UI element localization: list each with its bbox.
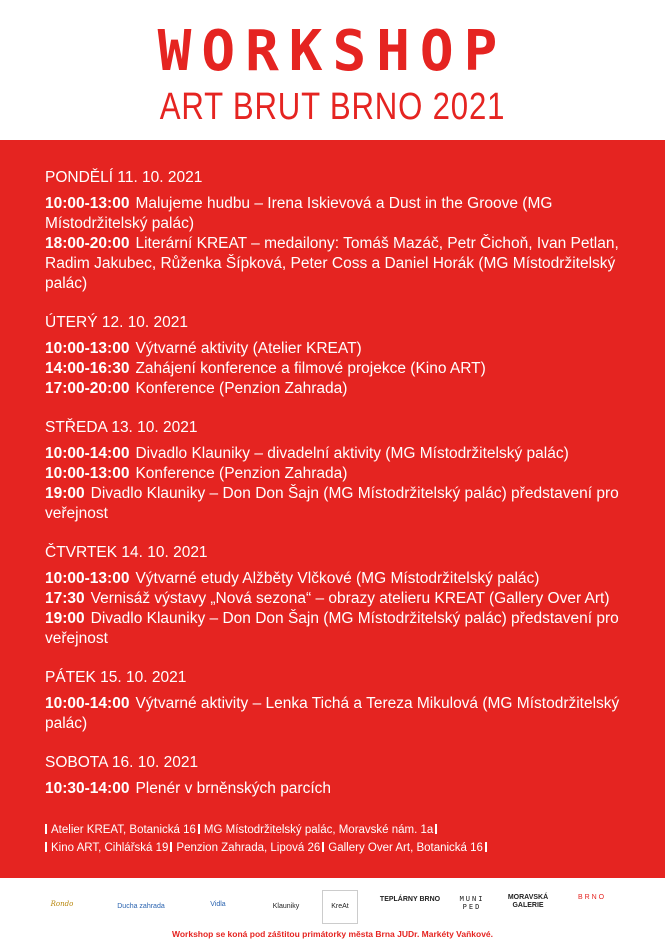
logo-muni-ped: MUNI PED [459,895,485,911]
logo-moravska-galerie: MORAVSKÁ GALERIE [507,894,549,909]
event-description: Malujeme hudbu – Irena Iskievová a Dust in the Groove (MG Místodržitelský palác) [45,195,553,232]
event-description: Divadlo Klauniky – Don Don Šajn (MG Místodržitelský palác) představení pro veřejnost [45,610,619,647]
event-line [45,339,645,359]
event-time: 10:00-13:00 [45,340,130,357]
event-description: Zahájení konference a filmové projekce (Kino ART) [135,360,486,377]
event-line [45,609,645,649]
day-heading: ČTVRTEK 14. 10. 2021 [45,544,208,561]
poster-subtitle: ART BRUT BRNO 2021 [159,86,506,128]
day-heading: PÁTEK 15. 10. 2021 [45,669,187,686]
event-line [45,484,645,524]
event-line [45,444,645,464]
separator-bar [485,842,487,852]
venue-list [45,821,645,857]
patronage-note: Workshop se koná pod záštitou primátorky města Brna JUDr. Markéty Vaňkové. [171,929,494,939]
venue-item: Kino ART, Cihlářská 19 [51,842,169,854]
separator-bar [170,842,172,852]
venue-line [45,821,645,839]
event-line [45,359,645,379]
venue-item: MG Místodržitelský palác, Moravské nám. 1a [203,824,434,836]
event-description: Divadlo Klauniky – Don Don Šajn (MG Místodržitelský palác) představení pro veřejnost [45,485,619,522]
event-time: 10:00-13:00 [45,570,130,587]
event-description: Výtvarné etudy Alžběty Vlčkové (MG Místodržitelský palác) [135,570,540,587]
event-description: Vernisáž výstavy „Nová sezona“ – obrazy atelieru KREAT (Gallery Over Art) [90,590,610,607]
venue-item: Penzion Zahrada, Lipová 26 [176,842,321,854]
separator-bar [322,842,324,852]
logo-kreat: KreAt [322,890,358,924]
program-panel [0,140,665,878]
header [0,0,665,140]
separator-bar [435,824,437,834]
separator-bar [198,824,200,834]
separator-bar [45,824,47,834]
event-description: Literární KREAT – medailony: Tomáš Mazáč, Petr Čichoň, Ivan Petlan, Radim Jakubec, Růženka Šípková, Peter Coss a Daniel Horák (MG Místodržitelský palác) [45,235,619,292]
day-block [45,168,645,294]
event-time: 10:00-13:00 [45,465,130,482]
logo-klauniky: Klauniky [272,903,300,910]
event-description: Konference (Penzion Zahrada) [135,380,348,397]
event-line [45,569,645,589]
day-heading: PONDĚLÍ 11. 10. 2021 [45,169,203,186]
event-line [45,779,645,799]
day-heading: SOBOTA 16. 10. 2021 [45,754,199,771]
day-block [45,543,645,649]
day-block [45,313,645,399]
day-block [45,753,645,799]
partner-logos [0,878,665,926]
logo-rondo: Rondo [50,900,74,908]
event-description: Výtvarné aktivity (Atelier KREAT) [135,340,362,357]
program-days [45,168,645,818]
event-line [45,379,645,399]
day-block [45,418,645,524]
event-time: 18:00-20:00 [45,235,130,252]
event-description: Plenér v brněnských parcích [135,780,332,797]
event-time: 14:00-16:30 [45,360,130,377]
event-line [45,694,645,734]
event-time: 10:30-14:00 [45,780,130,797]
day-heading: STŘEDA 13. 10. 2021 [45,419,198,436]
poster-title: WORKSHOP [157,19,508,84]
event-time: 19:00 [45,485,85,502]
day-block [45,668,645,734]
event-line [45,234,645,294]
event-time: 10:00-14:00 [45,445,130,462]
event-time: 17:30 [45,590,85,607]
event-time: 10:00-13:00 [45,195,130,212]
event-line [45,464,645,484]
logo-teplarny-brno: TEPLÁRNY BRNO [379,896,441,903]
event-time: 10:00-14:00 [45,695,130,712]
venue-line [45,839,645,857]
event-line [45,194,645,234]
venue-item: Atelier KREAT, Botanická 16 [51,824,196,836]
logo-brno: B R N O [577,894,605,901]
event-description: Konference (Penzion Zahrada) [135,465,348,482]
event-description: Divadlo Klauniky – divadelní aktivity (MG Místodržitelský palác) [135,445,569,462]
logo-vidla: Vidla [210,901,226,908]
venue-item: Gallery Over Art, Botanická 16 [328,842,483,854]
logo-ducha-zahrada: Ducha zahrada [117,903,165,910]
day-heading: ÚTERÝ 12. 10. 2021 [45,314,189,331]
event-line [45,589,645,609]
event-description: Výtvarné aktivity – Lenka Tichá a Tereza Mikulová (MG Místodržitelský palác) [45,695,620,732]
event-time: 19:00 [45,610,85,627]
separator-bar [45,842,47,852]
event-time: 17:00-20:00 [45,380,130,397]
